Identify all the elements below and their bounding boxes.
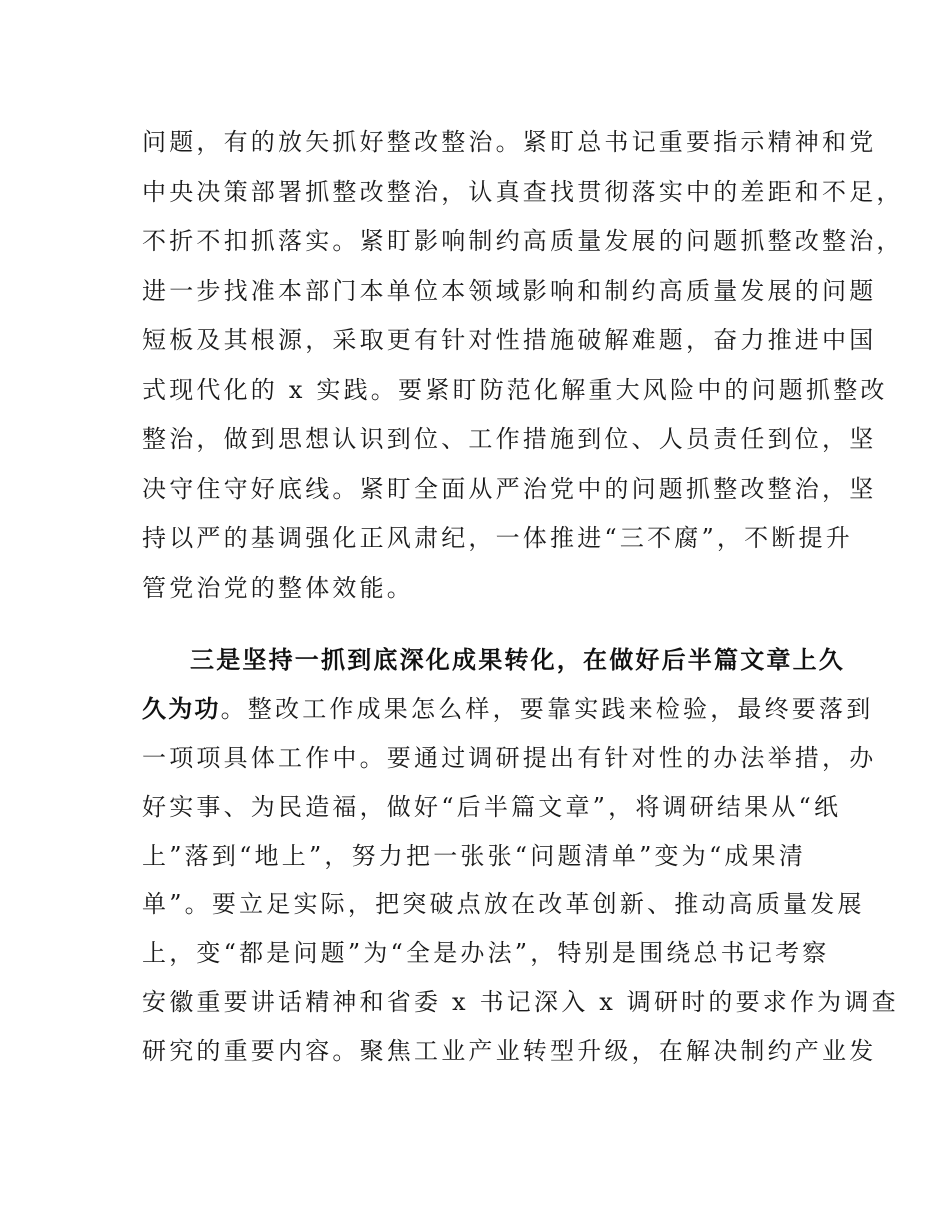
text-line: 问题，有的放矢抓好整改整治。紧盯总书记重要指示精神和党 [142,128,877,156]
text-line: 式现代化的 x 实践。要紧盯防范化解重大风险中的问题抓整改 [142,375,888,404]
text-line: 持以严的基调强化正风肃纪，一体推进“三不腐”，不断提升 [142,524,853,552]
text-line: 决守住守好底线。紧盯全面从严治党中的问题抓整改整治，坚 [142,474,877,503]
section-heading-continued: 久为功 [142,694,221,723]
text-line: 不折不扣抓落实。紧盯影响制约高质量发展的问题抓整改整治， [142,227,904,255]
text-line: 上，变“都是问题”为“全是办法”，特别是围绕总书记考察 [142,939,830,968]
text-line: 管党治党的整体效能。 [142,573,414,602]
text-line: 好实事、为民造福，做好“后半篇文章”，将调研结果从“纸 [142,792,842,821]
text-line: 单”。要立足实际，把突破点放在改革创新、推动高质量发展 [142,890,865,919]
text-line [142,685,874,734]
text-line: 安徽重要讲话精神和省委 x 书记深入 x 调研时的要求作为调查 [142,988,899,1017]
text-line: 整治，做到思想认识到位、工作措施到位、人员责任到位，坚 [142,425,877,453]
paragraph-2 [142,636,899,1076]
paragraph-1 [142,118,904,613]
section-heading: 三是坚持一抓到底深化成果转化，在做好后半篇文章上久 [190,646,845,674]
text-line: 中央决策部署抓整改整治，认真查找贯彻落实中的差距和不足， [142,177,904,206]
text-line: 短板及其根源，采取更有针对性措施破解难题，奋力推进中国 [142,326,877,354]
text-line: 一项项具体工作中。要通过调研提出有针对性的办法举措，办 [142,743,877,772]
text-line-rest: 。整改工作成果怎么样，要靠实践来检验，最终要落到 [220,694,874,723]
text-line: 上”落到“地上”，努力把一张张“问题清单”变为“成果清 [142,841,807,870]
text-line: 进一步找准本部门本单位本领域影响和制约高质量发展的问题 [142,276,877,305]
text-line: 研究的重要内容。聚焦工业产业转型升级，在解决制约产业发 [142,1037,877,1066]
